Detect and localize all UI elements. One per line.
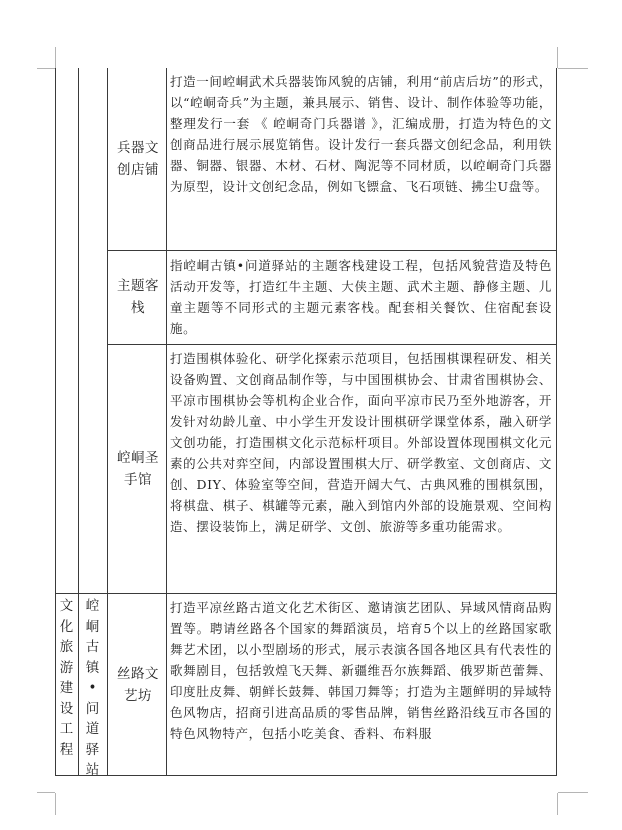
table-border-bottom: [55, 775, 557, 776]
row-label-go-hall: 崆峒圣手馆: [117, 450, 159, 488]
table-col-divider-2: [107, 68, 108, 775]
subcategory-cell: 崆峒古镇•问道驿站: [85, 598, 100, 778]
row-label-silk-road-workshop: 丝路文艺坊: [117, 666, 159, 704]
table-border-left: [55, 68, 56, 775]
crop-mark-top-right-h: [558, 68, 588, 69]
crop-mark-top-right-v: [557, 47, 558, 68]
crop-mark-top-left-h: [37, 68, 55, 69]
row-divider-1: [107, 250, 557, 251]
table-col-divider-3: [166, 68, 167, 775]
row-label-theme-inn: 主题客栈: [117, 278, 159, 316]
row-content-weapon-store: 打造一间崆峒武术兵器装饰风貌的店铺，利用“前店后坊”的形式，以“崆峒奇兵”为主题，兼具展示、销售、设计、制作体验等功能，整理发行一套 《 崆峒奇门兵器谱 》，汇编成册，打造为特色的文创商品进行展示展览销售。设计发行一套兵器文创纪念品，利用铁器、铜器、银器、木材、石材、陶泥等不同材质，以崆峒奇门兵器为原型，设计文创纪念品，例如飞镖盒、飞石项链、拂尘U盘等。: [170, 74, 552, 194]
row-content-go-hall: 打造围棋体验化、研学化探索示范项目，包括围棋课程研发、相关设备购置、文创商品制作等，与中国围棋协会、甘肃省围棋协会、平凉市围棋协会等机构企业合作，面向平凉市民乃至外地游客，开发针对幼龄儿童、中小学生开发设计围棋研学课堂体系，融入研学文创功能，打造围棋文化示范标杆项目。外部设置体现围棋文化元素的公共对弈空间，内部设置围棋大厅、研学教室、文创商店、文创、DIY、体验室等空间，营造开阔大气、古典风雅的围棋氛围，将棋盘、棋子、棋罐等元素，融入到馆内外部的设施景观、空间构造、摆设装饰上，满足研学、文创、旅游等多重功能需求。: [170, 351, 552, 534]
table-col-divider-1: [78, 68, 79, 775]
crop-mark-top-left-v: [55, 47, 56, 68]
row-content-silk-road-workshop: 打造平凉丝路古道文化艺术街区、邀请演艺团队、异域风情商品购置等。聘请丝路各个国家的舞蹈演员，培育5个以上的丝路国家歌舞艺术团，以小型剧场的形式，展示表演各国各地区具有代表性的歌舞剧目，包括敦煌飞天舞、新疆维吾尔族舞蹈、俄罗斯芭蕾舞、印度肚皮舞、朝鲜长鼓舞、韩国刀舞等；打造为主题鲜明的异域特色风物店，招商引进高品质的零售品牌，销售丝路沿线互市各国的特色风物特产，包括小吃美食、香料、布料服: [170, 600, 552, 741]
crop-mark-bottom-right-v: [557, 793, 558, 815]
row-label-weapon-store: 兵器文创店铺: [117, 140, 159, 178]
crop-mark-bottom-right-h: [558, 792, 588, 793]
crop-mark-bottom-left-v: [55, 793, 56, 815]
row-divider-3: [55, 593, 557, 594]
row-content-theme-inn: 指崆峒古镇•问道驿站的主题客栈建设工程，包括风貌营造及特色活动开发等，打造红牛主题、大侠主题、武术主题、静修主题、儿童主题等不同形式的主题元素客栈。配套相关餐饮、住宿配套设施。: [170, 258, 552, 336]
category-cell: 文化旅游建设工程: [59, 598, 74, 758]
crop-mark-bottom-left-h: [37, 792, 55, 793]
row-divider-2: [107, 344, 557, 345]
table-border-right: [556, 68, 557, 775]
